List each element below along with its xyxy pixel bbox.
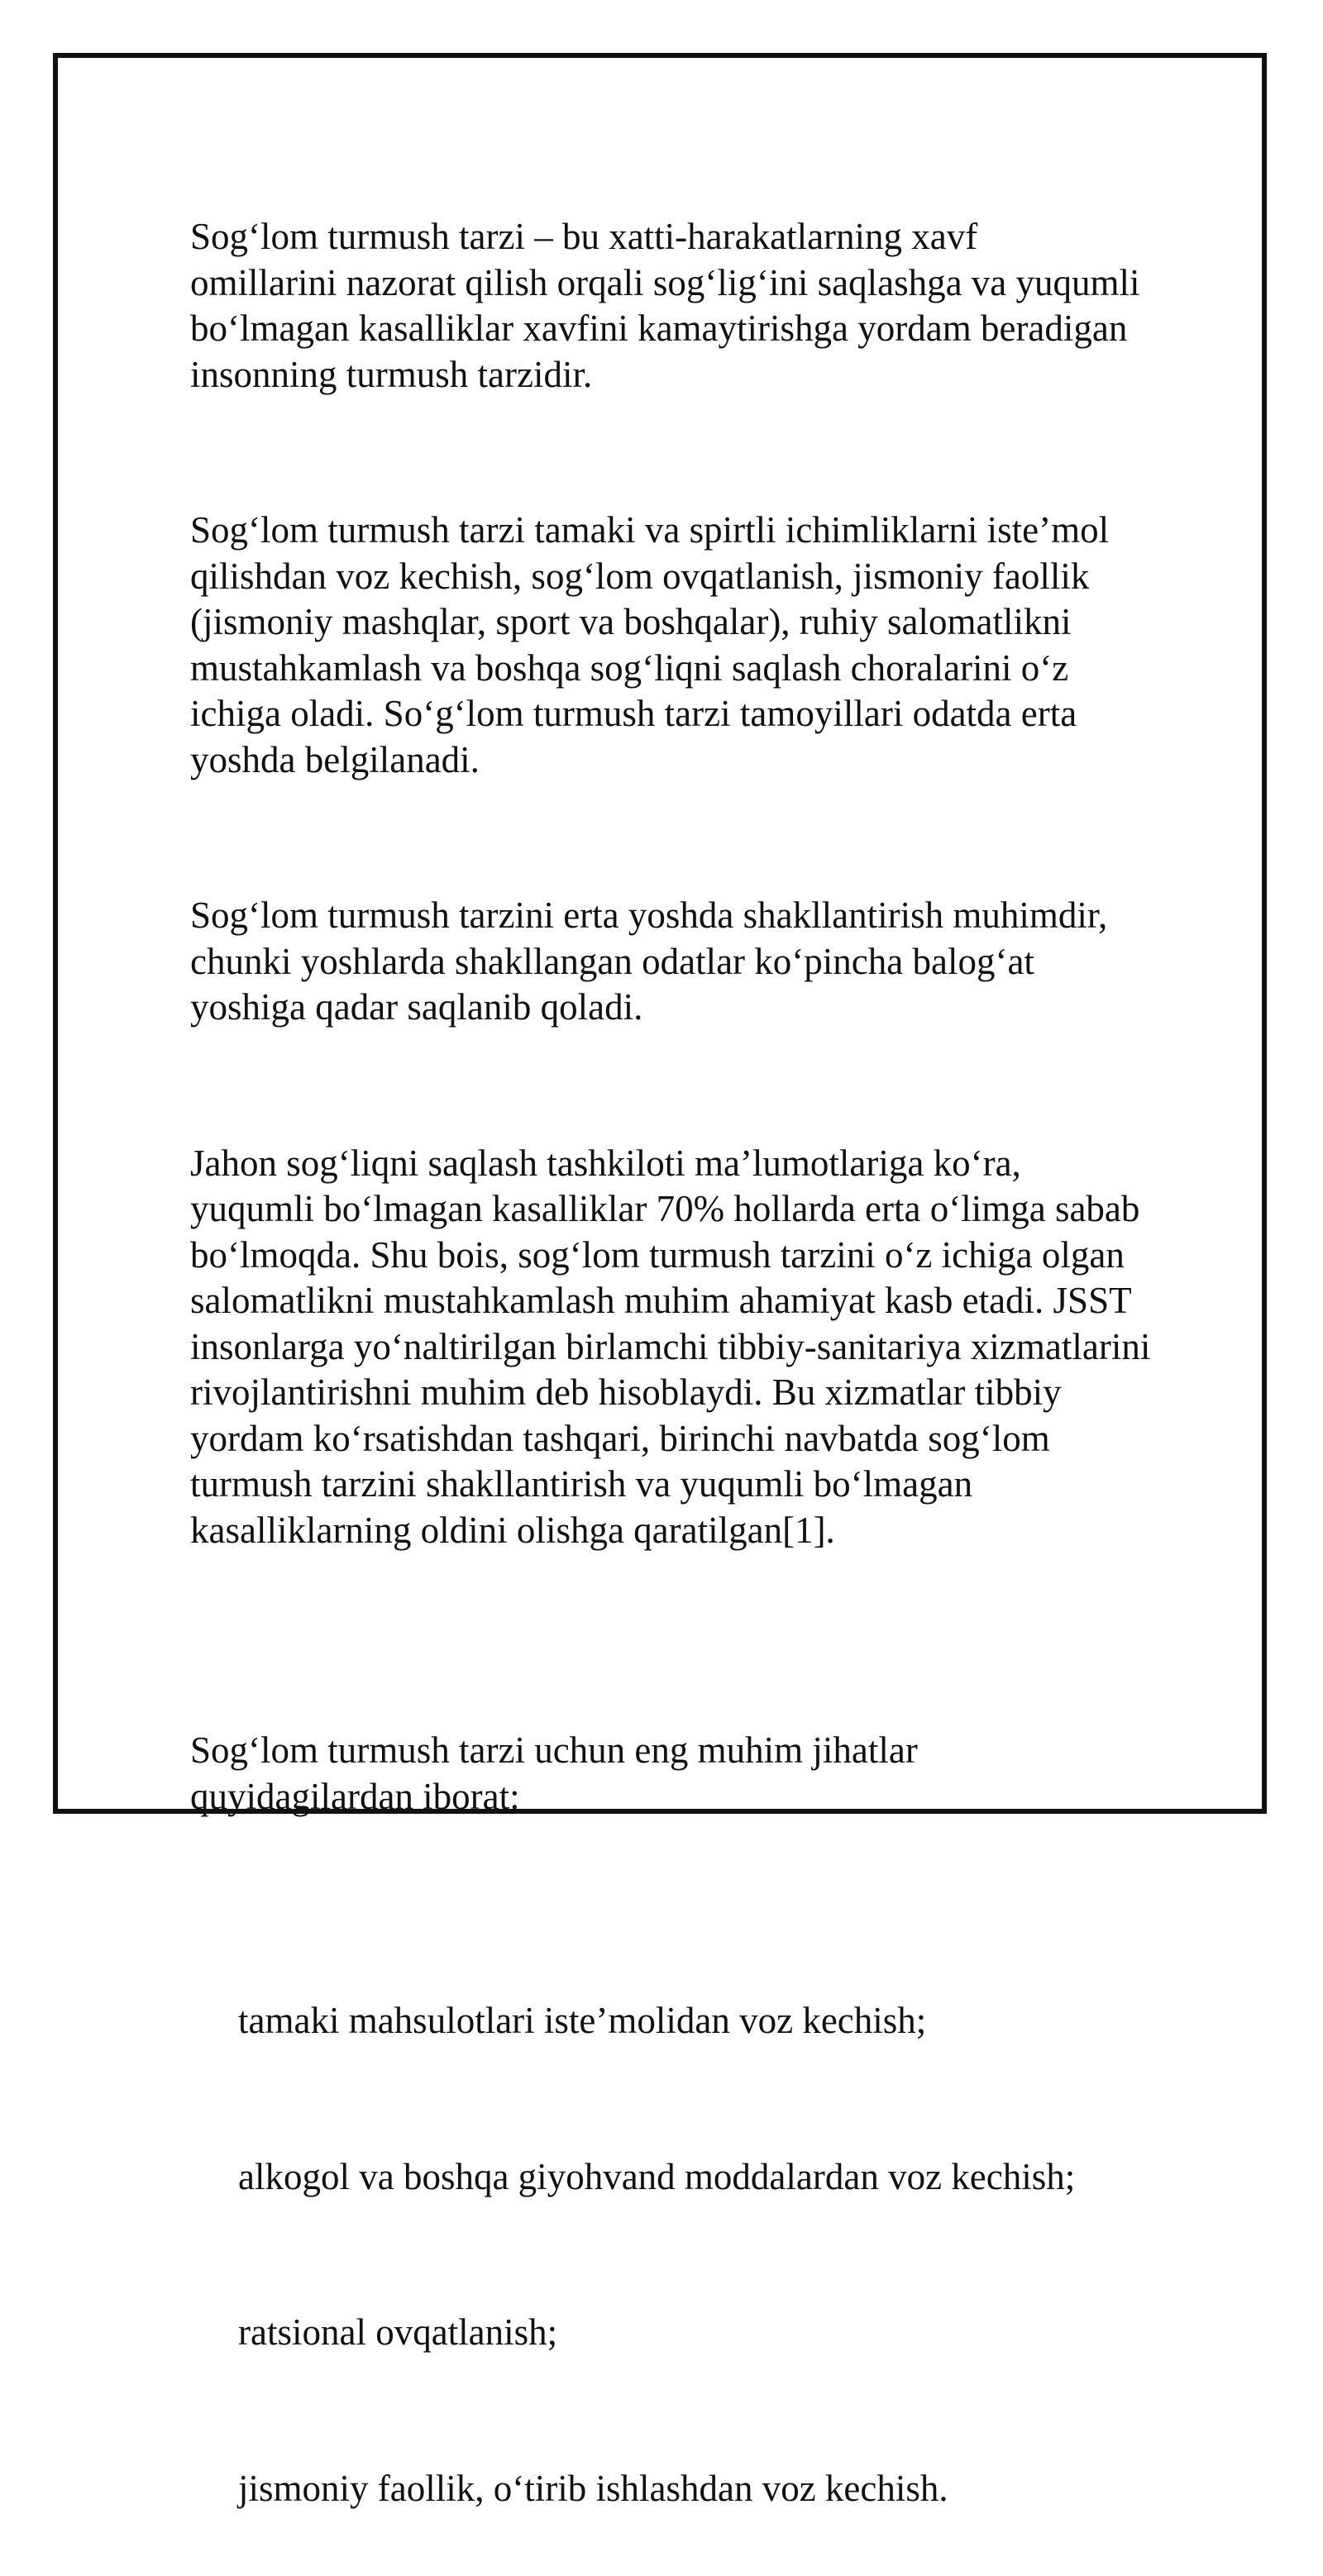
text-line: rivojlantirishni muhim deb hisoblaydi. Bu xizmatlar tibbiy <box>190 1371 1062 1413</box>
text-line: yoshiga qadar saqlanib qoladi. <box>190 986 643 1028</box>
list-item: ratsional ovqatlanish; <box>238 2311 558 2353</box>
text-line: omillarini nazorat qilish orqali sog‘lig‘ini saqlashga va yuqumli <box>190 261 1140 303</box>
text-line: quyidagilardan iborat: <box>190 1775 520 1817</box>
text-line: qilishdan voz kechish, sog‘lom ovqatlanish, jismoniy faollik <box>190 555 1090 597</box>
text-line: Sog‘lom turmush tarzi – bu xatti-harakatlarning xavf <box>190 216 978 257</box>
text-line: bo‘lmagan kasalliklar xavfini kamaytirishga yordam beradigan <box>190 308 1128 349</box>
text-line: insonning turmush tarzidir. <box>190 353 593 395</box>
document-body <box>190 122 1232 2576</box>
text-line: kasalliklarning oldini olishga qaratilgan[1]. <box>190 1509 835 1551</box>
text-line: bo‘lmoqda. Shu bois, sog‘lom turmush tarzini o‘z ichiga olgan <box>190 1233 1125 1276</box>
text-line: Jahon sog‘liqni saqlash tashkiloti ma’lumotlariga ko‘ra, <box>190 1142 1021 1184</box>
list-item: jismoniy faollik, o‘tirib ishlashdan voz kechish. <box>238 2467 948 2509</box>
text-line: mustahkamlash va boshqa sog‘liqni saqlash choralarini o‘z <box>190 646 1069 689</box>
text-line: Sog‘lom turmush tarzini erta yoshda shakllantirish muhimdir, <box>190 894 1108 936</box>
text-line: insonlarga yo‘naltirilgan birlamchi tibbiy-sanitariya xizmatlarini <box>190 1325 1151 1367</box>
text-line: chunki yoshlarda shakllangan odatlar ko‘pincha balog‘at <box>190 940 1034 982</box>
text-line: salomatlikni mustahkamlash muhim ahamiyat kasb etadi. JSST <box>190 1280 1132 1321</box>
paragraph-who <box>190 1141 1232 1554</box>
text-line: yoshda belgilanadi. <box>190 738 480 780</box>
paragraph-definition <box>190 214 1232 398</box>
text-line: yuqumli bo‘lmagan kasalliklar 70% hollarda erta o‘limga sabab <box>190 1188 1140 1229</box>
list-item: tamaki mahsulotlari iste’molidan voz kechish; <box>238 2000 927 2041</box>
text-line: ichiga oladi. So‘g‘lom turmush tarzi tamoyillari odatda erta <box>190 693 1077 734</box>
text-line: Sog‘lom turmush tarzi uchun eng muhim jihatlar <box>190 1729 918 1771</box>
text-line: (jismoniy mashqlar, sport va boshqalar), ruhiy salomatlikni <box>190 601 1072 642</box>
text-line: Sog‘lom turmush tarzi tamaki va spirtli ichimliklarni iste’mol <box>190 509 1110 551</box>
text-line: yordam ko‘rsatishdan tashqari, birinchi navbatda sog‘lom <box>190 1417 1050 1459</box>
list-item: alkogol va boshqa giyohvand moddalardan voz kechish; <box>238 2155 1076 2197</box>
paragraph-components <box>190 508 1232 783</box>
paragraph-early-age <box>190 893 1232 1031</box>
paragraph-list-intro <box>190 1728 1232 1820</box>
text-line: turmush tarzini shakllantirish va yuqumli bo‘lmagan <box>190 1463 973 1505</box>
